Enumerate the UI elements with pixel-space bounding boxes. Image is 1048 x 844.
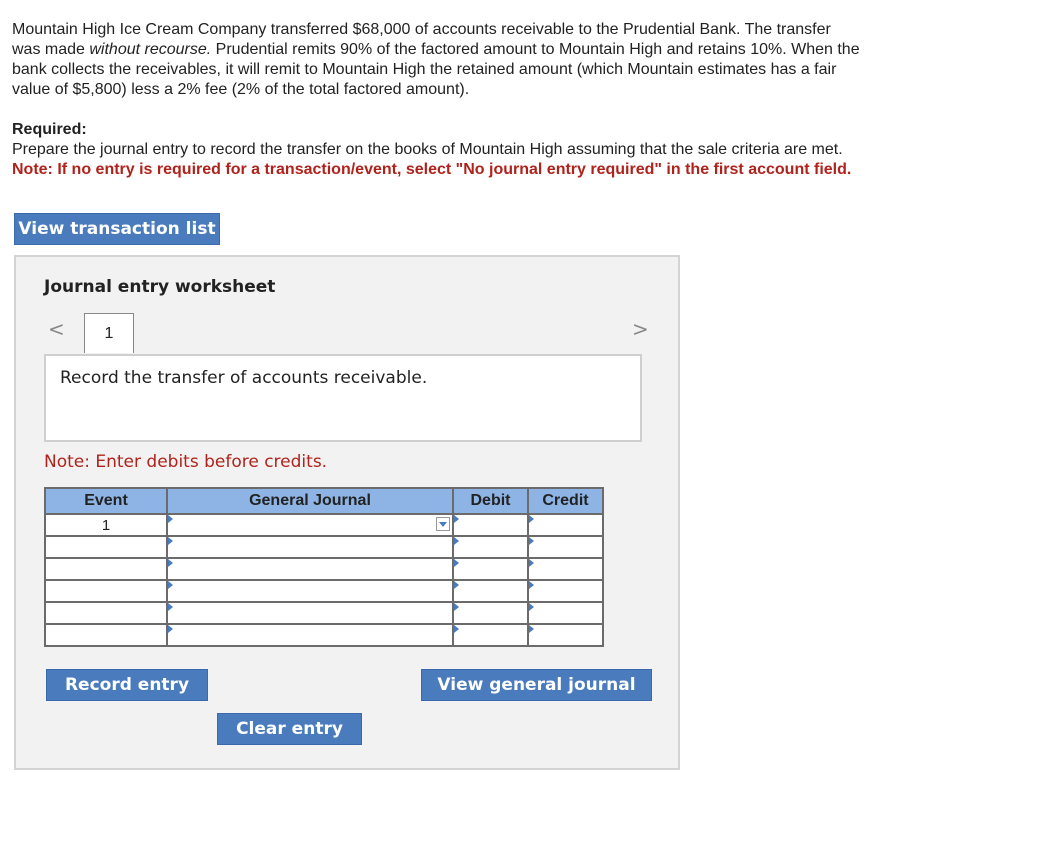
cell-marker-icon	[454, 625, 459, 633]
account-select[interactable]	[167, 558, 453, 580]
debit-input[interactable]	[453, 514, 528, 536]
prev-page-icon[interactable]: <	[48, 317, 65, 341]
account-select[interactable]	[167, 580, 453, 602]
cell-marker-icon	[168, 559, 173, 567]
dropdown-arrow-icon[interactable]	[436, 517, 450, 531]
instruction-text: Record the transfer of accounts receivable.	[60, 368, 428, 388]
cell-marker-icon	[454, 559, 459, 567]
event-cell	[45, 580, 167, 602]
debit-input[interactable]	[453, 580, 528, 602]
view-transaction-list-button[interactable]: View transaction list	[14, 213, 220, 245]
required-text: Prepare the journal entry to record the transfer on the books of Mountain High assuming that the sale criteria are met.	[12, 141, 843, 158]
view-general-journal-button[interactable]: View general journal	[421, 669, 652, 701]
cell-marker-icon	[529, 559, 534, 567]
table-row	[45, 558, 603, 580]
worksheet-title: Journal entry worksheet	[44, 277, 276, 297]
cell-marker-icon	[168, 603, 173, 611]
table-row	[45, 624, 603, 646]
problem-line-2-start: was made	[12, 41, 90, 58]
debit-input[interactable]	[453, 624, 528, 646]
cell-marker-icon	[454, 537, 459, 545]
cell-marker-icon	[529, 581, 534, 589]
cell-marker-icon	[168, 515, 173, 523]
problem-line-2-end: Prudential remits 90% of the factored amount to Mountain High and retains 10%. When the	[211, 41, 860, 58]
debit-input[interactable]	[453, 536, 528, 558]
table-row	[45, 580, 603, 602]
event-cell	[45, 558, 167, 580]
cell-marker-icon	[454, 581, 459, 589]
journal-header-row	[45, 488, 603, 514]
journal-entry-worksheet	[14, 255, 680, 770]
credit-input[interactable]	[528, 558, 603, 580]
instruction-box	[44, 354, 642, 442]
problem-line-1: Mountain High Ice Cream Company transferred $68,000 of accounts receivable to the Prudential Bank. The transfer	[12, 21, 831, 38]
cell-marker-icon	[454, 515, 459, 523]
worksheet-note: Note: Enter debits before credits.	[44, 452, 328, 472]
cell-marker-icon	[168, 537, 173, 545]
header-debit: Debit	[453, 488, 528, 514]
required-note: Note: If no entry is required for a transaction/event, select "No journal entry required" in the first account field.	[12, 161, 852, 178]
debit-input[interactable]	[453, 602, 528, 624]
next-page-icon[interactable]: >	[632, 317, 649, 341]
problem-statement	[12, 20, 1012, 100]
account-select[interactable]	[167, 536, 453, 558]
header-credit: Credit	[528, 488, 603, 514]
cell-marker-icon	[529, 537, 534, 545]
credit-input[interactable]	[528, 580, 603, 602]
clear-entry-button[interactable]: Clear entry	[217, 713, 362, 745]
journal-table	[44, 487, 604, 647]
account-select[interactable]	[167, 514, 453, 536]
cell-marker-icon	[529, 603, 534, 611]
cell-marker-icon	[529, 515, 534, 523]
cell-marker-icon	[529, 625, 534, 633]
cell-marker-icon	[454, 603, 459, 611]
problem-line-2-italic: without recourse.	[89, 41, 212, 58]
account-select[interactable]	[167, 624, 453, 646]
cell-marker-icon	[168, 581, 173, 589]
event-cell	[45, 624, 167, 646]
table-row	[45, 514, 603, 536]
problem-line-3: bank collects the receivables, it will remit to Mountain High the retained amount (which Mountain estimates has a fair	[12, 61, 837, 78]
event-cell: 1	[45, 514, 167, 536]
credit-input[interactable]	[528, 624, 603, 646]
header-general-journal: General Journal	[167, 488, 453, 514]
problem-line-2	[12, 40, 1012, 60]
record-entry-button[interactable]: Record entry	[46, 669, 208, 701]
cell-marker-icon	[168, 625, 173, 633]
credit-input[interactable]	[528, 536, 603, 558]
account-select[interactable]	[167, 602, 453, 624]
page-tab-1[interactable]: 1	[84, 313, 134, 353]
credit-input[interactable]	[528, 602, 603, 624]
event-cell	[45, 536, 167, 558]
debit-input[interactable]	[453, 558, 528, 580]
table-row	[45, 602, 603, 624]
credit-input[interactable]	[528, 514, 603, 536]
event-cell	[45, 602, 167, 624]
required-label: Required:	[12, 121, 87, 138]
table-row	[45, 536, 603, 558]
header-event: Event	[45, 488, 167, 514]
problem-line-4: value of $5,800) less a 2% fee (2% of the total factored amount).	[12, 81, 470, 98]
required-section	[12, 120, 1032, 180]
